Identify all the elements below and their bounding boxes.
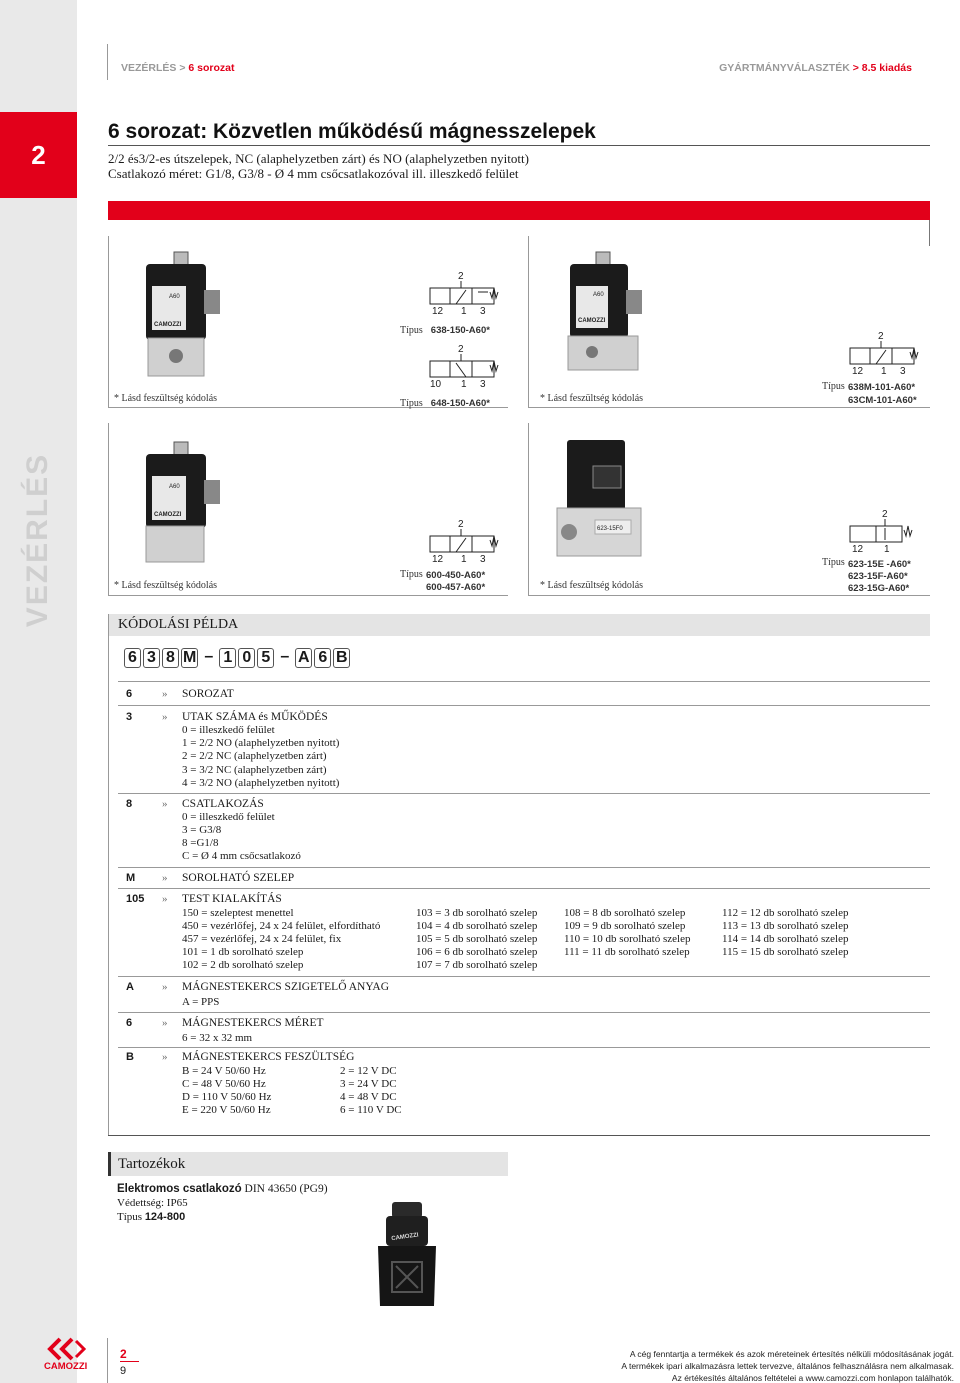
row-option: 111 = 11 db sorolható szelep [564, 946, 690, 958]
product-code: 63CM-101-A60* [848, 395, 917, 406]
code-char: 3 [143, 648, 160, 668]
row-divider [118, 888, 930, 889]
panel-border [108, 236, 109, 408]
row-option: E = 220 V 50/60 Hz [182, 1104, 271, 1116]
row-divider [118, 1047, 930, 1048]
footer-disclaimer-2: A termékek ipari alkalmazásra lettek tervezve, általános felhasználásra nem alkalmasak. [621, 1361, 954, 1371]
coding-heading: KÓDOLÁSI PÉLDA [118, 617, 239, 632]
panel-border [528, 595, 930, 596]
product-code: 638-150-A60* [430, 325, 490, 336]
port-label: 1 [461, 306, 467, 316]
panel-edge [929, 220, 930, 246]
row-option: 8 =G1/8 [182, 837, 219, 849]
port-label: 1 [461, 379, 467, 389]
row-divider [118, 976, 930, 977]
type-label: Típus [117, 1211, 145, 1223]
code-char: B [333, 648, 350, 668]
brand-label: CAMOZZI [154, 512, 182, 518]
panel-border [528, 407, 930, 408]
port-label: 10 [430, 379, 442, 389]
solenoid-valve-image [560, 250, 652, 382]
row-option: 3 = G3/8 [182, 824, 222, 836]
vertical-label-text: VEZÉRLÉS [21, 452, 54, 628]
row-option: 457 = vezérlőfej, 24 x 24 felület, fix [182, 933, 342, 945]
accessories-heading: Tartozékok [118, 1156, 186, 1172]
voltage-note: * Lásd feszültség kódolás [540, 393, 644, 404]
header-divider [107, 44, 108, 80]
valve-symbol-3-2-manual [428, 518, 500, 564]
valve-symbol-3-2 [428, 270, 500, 316]
code-key: 6 [126, 688, 133, 700]
row-option: 113 = 13 db sorolható szelep [722, 920, 849, 932]
row-option: 0 = illeszkedő felület [182, 811, 275, 823]
row-title: MÁGNESTEKERCS MÉRET [182, 1017, 324, 1029]
body-option-col3 [564, 907, 690, 959]
row-option: 110 = 10 db sorolható szelep [564, 933, 691, 945]
row-option: A = PPS [182, 996, 220, 1008]
body-option-col4 [722, 907, 848, 959]
type-label: Típus [822, 557, 845, 568]
accessory-protection: Védettség: IP65 [117, 1197, 188, 1209]
code-key: 105 [126, 893, 145, 905]
row-option: C = Ø 4 mm csőcsatlakozó [182, 850, 301, 862]
subtitle-line-1: 2/2 és3/2-es útszelepek, NC (alaphelyzetben zárt) és NO (alaphelyzetben nyitott) [108, 151, 529, 166]
edition-label: > 8.5 kiadás [852, 62, 912, 74]
row-option: 104 = 4 db sorolható szelep [416, 920, 538, 932]
port-label: 1 [881, 366, 887, 376]
panel-border [108, 595, 508, 596]
row-option: D = 110 V 50/60 Hz [182, 1091, 272, 1103]
panel-border [528, 423, 529, 595]
row-arrow: » [162, 872, 168, 884]
port-label: 2 [878, 331, 884, 342]
code-char: 1 [219, 648, 236, 668]
catalog-edition [719, 62, 912, 74]
product-code: 623-15F-A60* [848, 571, 908, 582]
port-label: 3 [480, 379, 486, 389]
code-separator: – [204, 648, 214, 665]
voltage-dc-col [340, 1065, 402, 1117]
solenoid-valve-image [138, 440, 230, 568]
port-label: 12 [852, 544, 864, 554]
code-key: 8 [126, 798, 133, 810]
accessories-marker [108, 1152, 111, 1176]
row-option: B = 24 V 50/60 Hz [182, 1065, 266, 1077]
catalog-label: GYÁRTMÁNYVÁLASZTÉK [719, 62, 853, 74]
coil-code-label: A60 [169, 294, 180, 300]
product-code: 623-15G-A60* [848, 583, 910, 594]
row-arrow: » [162, 1017, 168, 1029]
product-type-row [400, 320, 490, 338]
row-option: 101 = 1 db sorolható szelep [182, 946, 304, 958]
coil-code-label: A60 [593, 292, 604, 298]
row-title: MÁGNESTEKERCS SZIGETELŐ ANYAG [182, 981, 389, 993]
footer-disclaimer-1: A cég fenntartja a termékek és azok méreteinek értesítés nélküli módosításának jogát. [629, 1349, 954, 1359]
row-option: 4 = 3/2 NO (alaphelyzetben nyitott) [182, 777, 340, 789]
code-char: A [295, 648, 312, 668]
row-option: 102 = 2 db sorolható szelep [182, 959, 304, 971]
camozzi-logo-text: CAMOZZI [44, 1361, 88, 1372]
row-title: UTAK SZÁMA és MŰKÖDÉS [182, 711, 328, 723]
valve-symbol-3-2-no [428, 343, 500, 389]
row-arrow: » [162, 981, 168, 993]
port-label: 2 [882, 509, 888, 520]
page-title: 6 sorozat: Közvetlen működésű mágnesszelepek [108, 120, 596, 143]
row-option: 1 = 2/2 NO (alaphelyzetben nyitott) [182, 737, 340, 749]
port-label: 2 [458, 519, 464, 530]
row-arrow: » [162, 711, 168, 723]
row-arrow: » [162, 893, 168, 905]
code-char: 6 [314, 648, 331, 668]
breadcrumb-current: 6 sorozat [188, 62, 235, 74]
port-label: 1 [884, 544, 890, 554]
panel-border [528, 236, 529, 408]
title-rule [108, 145, 930, 146]
row-title: SOROZAT [182, 688, 234, 700]
row-arrow: » [162, 1051, 168, 1063]
brand-label: CAMOZZI [154, 322, 182, 328]
breadcrumb [121, 62, 235, 74]
accessory-title: Elektromos csatlakozó [117, 1183, 242, 1195]
product-type-row [400, 393, 490, 411]
row-option: 6 = 110 V DC [340, 1104, 402, 1116]
code-key: 6 [126, 1017, 133, 1029]
type-label: Típus [400, 569, 423, 580]
solenoid-valve-image [555, 430, 645, 560]
port-label: 3 [480, 306, 486, 316]
breadcrumb-parent[interactable]: VEZÉRLÉS > [121, 62, 189, 74]
code-char: 0 [238, 648, 255, 668]
code-key: 3 [126, 711, 133, 723]
row-divider [118, 867, 930, 868]
product-code: 124-800 [144, 1211, 186, 1223]
row-title: CSATLAKOZÁS [182, 798, 264, 810]
product-code: 648-150-A60* [430, 398, 490, 409]
connector-image [372, 1200, 442, 1315]
row-divider [118, 681, 930, 682]
row-option: 106 = 6 db sorolható szelep [416, 946, 538, 958]
row-option: 150 = szeleptest menettel [182, 907, 294, 919]
type-label: Típus [822, 381, 845, 392]
code-char: 5 [257, 648, 274, 668]
row-option: 103 = 3 db sorolható szelep [416, 907, 538, 919]
row-arrow: » [162, 688, 168, 700]
port-label: 2 [458, 344, 464, 355]
vertical-section-label [2, 445, 74, 635]
valve-symbol-2-2 [848, 508, 920, 554]
row-option: 109 = 9 db sorolható szelep [564, 920, 686, 932]
row-option: 0 = illeszkedő felület [182, 724, 275, 736]
type-label: Típus [400, 398, 423, 409]
accessory-name [117, 1183, 328, 1195]
row-option: 4 = 48 V DC [340, 1091, 397, 1103]
coding-border [108, 614, 109, 1136]
product-code: 638M-101-A60* [848, 382, 916, 393]
accent-bar [108, 201, 930, 220]
row-title: TEST KIALAKÍTÁS [182, 893, 282, 905]
port-label: 12 [432, 306, 444, 316]
accessory-type [117, 1211, 185, 1223]
footer-divider [107, 1338, 108, 1383]
code-separator: – [280, 648, 290, 665]
row-title: SOROLHATÓ SZELEP [182, 872, 295, 884]
row-option: 2 = 12 V DC [340, 1065, 397, 1077]
row-option: 112 = 12 db sorolható szelep [722, 907, 849, 919]
left-sidebar [0, 0, 77, 1383]
row-divider [118, 1012, 930, 1013]
page-number: 9 [120, 1365, 127, 1377]
row-divider [108, 1135, 930, 1136]
code-char: 8 [162, 648, 179, 668]
voltage-note: * Lásd feszültség kódolás [540, 580, 644, 591]
port-label: 3 [480, 554, 486, 564]
row-divider [118, 705, 930, 706]
row-option: 108 = 8 db sorolható szelep [564, 907, 686, 919]
subtitle-line-2: Csatlakozó méret: G1/8, G3/8 - Ø 4 mm csőcsatlakozóval ill. illeszkedő felület [108, 166, 519, 181]
voltage-note: * Lásd feszültség kódolás [114, 580, 218, 591]
code-key: B [126, 1051, 134, 1063]
product-code: 600-450-A60* [426, 570, 486, 581]
body-option-col2 [416, 907, 537, 972]
port-label: 1 [461, 554, 467, 564]
row-option: 3 = 3/2 NC (alaphelyzetben zárt) [182, 764, 327, 776]
coil-code-label: A60 [169, 484, 180, 490]
coding-example [124, 648, 350, 668]
panel-border [108, 423, 109, 595]
footer-disclaimer-3: Az értékesítés általános feltételei a www.camozzi.com honlapon találhatók. [671, 1373, 954, 1383]
row-arrow: » [162, 798, 168, 810]
row-title: MÁGNESTEKERCS FESZÜLTSÉG [182, 1051, 355, 1063]
valve-symbol-3-2-manual [848, 330, 920, 376]
product-code: 623-15E -A60* [848, 559, 911, 570]
row-option: 115 = 15 db sorolható szelep [722, 946, 849, 958]
row-option: 107 = 7 db sorolható szelep [416, 959, 538, 971]
solenoid-valve-image [138, 250, 230, 382]
code-key: A [126, 981, 134, 993]
row-option: 3 = 24 V DC [340, 1078, 397, 1090]
section-number-badge: 2 [0, 112, 77, 198]
voltage-note: * Lásd feszültség kódolás [114, 393, 218, 404]
footer-section-number: 2 [120, 1347, 139, 1362]
code-key: M [126, 872, 136, 884]
row-option: 450 = vezérlőfej, 24 x 24 felület, elfordítható [182, 920, 381, 932]
brand-label: CAMOZZI [578, 318, 606, 324]
type-label: Típus [400, 325, 423, 336]
body-label: 623-15F0 [597, 526, 623, 532]
row-option: 2 = 2/2 NC (alaphelyzetben zárt) [182, 750, 327, 762]
accessory-norm: DIN 43650 (PG9) [241, 1183, 328, 1195]
port-label: 3 [900, 366, 906, 376]
port-label: 12 [432, 554, 444, 564]
row-divider [118, 793, 930, 794]
row-option: 105 = 5 db sorolható szelep [416, 933, 538, 945]
brand-label: CAMOZZI [391, 1232, 419, 1243]
code-char: M [183, 649, 197, 666]
port-label: 2 [458, 271, 464, 282]
row-option: 6 = 32 x 32 mm [182, 1032, 253, 1044]
row-option: C = 48 V 50/60 Hz [182, 1078, 266, 1090]
code-char: 6 [124, 648, 141, 668]
product-code: 600-457-A60* [426, 582, 486, 593]
port-label: 12 [852, 366, 864, 376]
row-option: 114 = 14 db sorolható szelep [722, 933, 849, 945]
